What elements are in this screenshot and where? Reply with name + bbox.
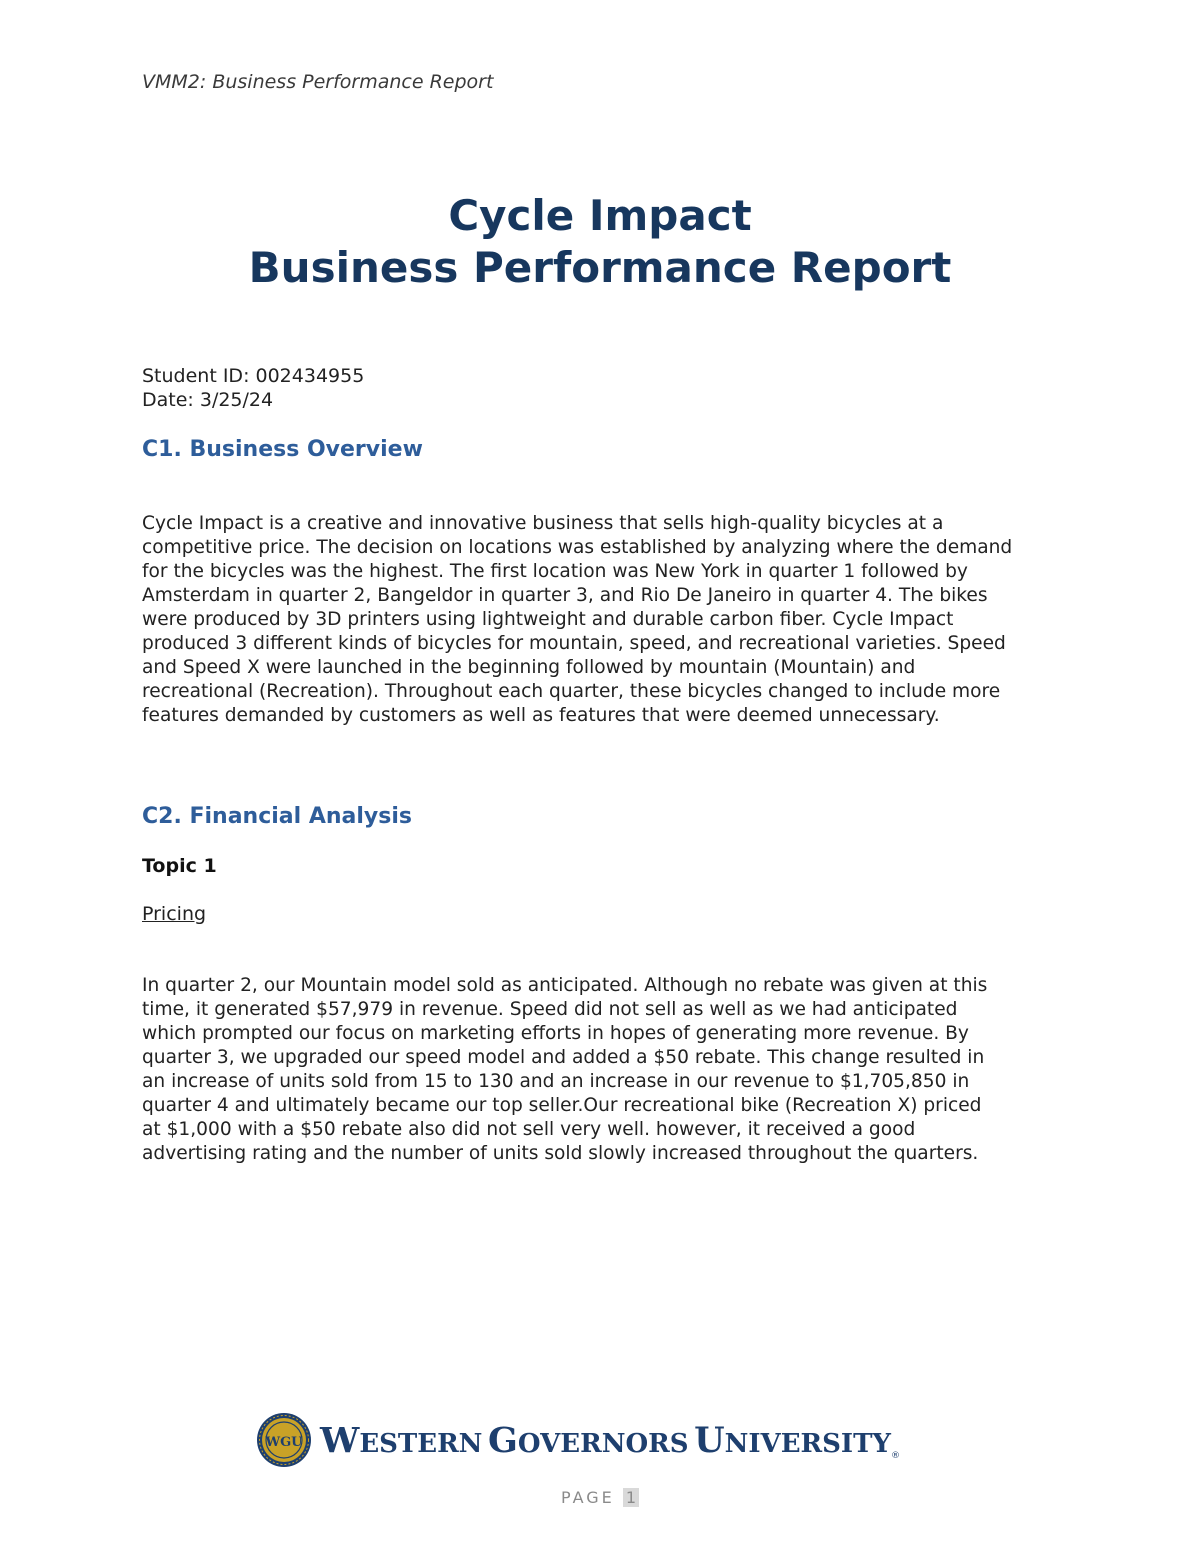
document-title [0,190,1200,294]
logo-word: OVERNORS [517,1429,689,1459]
report-date: Date: 3/25/24 [142,389,274,411]
paragraph-line: and Speed X were launched in the beginning followed by mountain (Mountain) and [142,657,916,678]
c1-paragraph [142,512,1072,728]
paragraph-line: competitive price. The decision on locations was established by analyzing where the demand [142,537,1013,558]
subheading-pricing: Pricing [142,903,207,925]
document-meta [142,364,364,412]
wgu-seal-icon [256,1412,312,1468]
paragraph-line: an increase of units sold from 15 to 130 and an increase in our revenue to $1,705,850 in [142,1071,970,1092]
topic-heading: Topic 1 [142,855,217,877]
page-number-footer [0,1488,1200,1507]
paragraph-line: produced 3 different kinds of bicycles for mountain, speed, and recreational varieties. Speed [142,633,1006,654]
section-heading-c2: C2. Financial Analysis [142,804,412,829]
paragraph-line: In quarter 2, our Mountain model sold as anticipated. Although no rebate was given at this [142,975,988,996]
paragraph-line: time, it generated $57,979 in revenue. Speed did not sell as well as we had anticipated [142,999,958,1020]
running-header: VMM2: Business Performance Report [142,71,494,93]
wgu-wordmark [320,1420,900,1461]
paragraph-line: quarter 3, we upgraded our speed model and added a $50 rebate. This change resulted in [142,1047,985,1068]
paragraph-line: Cycle Impact is a creative and innovative business that sells high-quality bicycles at a [142,513,944,534]
paragraph-line: features demanded by customers as well as features that were deemed unnecessary. [142,705,940,726]
paragraph-line: quarter 4 and ultimately became our top seller.Our recreational bike (Recreation X) priced [142,1095,982,1116]
seal-letters: WGU [265,1435,303,1450]
title-line-2: Business Performance Report [248,243,952,292]
logo-letter: U [694,1420,725,1461]
student-id: Student ID: 002434955 [142,365,365,387]
page-label: PAGE [560,1488,615,1507]
paragraph-line: at $1,000 with a $50 rebate also did not sell very well. however, it received a good [142,1119,916,1140]
paragraph-line: Amsterdam in quarter 2, Bangeldor in quarter 3, and Rio De Janeiro in quarter 4. The bikes [142,585,988,606]
wgu-logo [256,1410,916,1472]
trademark-symbol: ® [891,1451,900,1461]
title-line-1: Cycle Impact [448,191,752,240]
paragraph-line: were produced by 3D printers using lightweight and durable carbon fiber. Cycle Impact [142,609,954,630]
c2-paragraph [142,974,1072,1166]
paragraph-line: recreational (Recreation). Throughout each quarter, these bicycles changed to include more [142,681,1001,702]
page-number: 1 [623,1488,639,1507]
logo-letter: G [488,1420,518,1461]
logo-letter: W [320,1420,360,1461]
paragraph-line: for the bicycles was the highest. The first location was New York in quarter 1 followed by [142,561,968,582]
paragraph-line: advertising rating and the number of units sold slowly increased throughout the quarters. [142,1143,979,1164]
logo-word: NIVERSITY [724,1429,891,1459]
logo-word: ESTERN [359,1429,483,1459]
paragraph-line: which prompted our focus on marketing efforts in hopes of generating more revenue. By [142,1023,969,1044]
section-heading-c1: C1. Business Overview [142,437,423,462]
